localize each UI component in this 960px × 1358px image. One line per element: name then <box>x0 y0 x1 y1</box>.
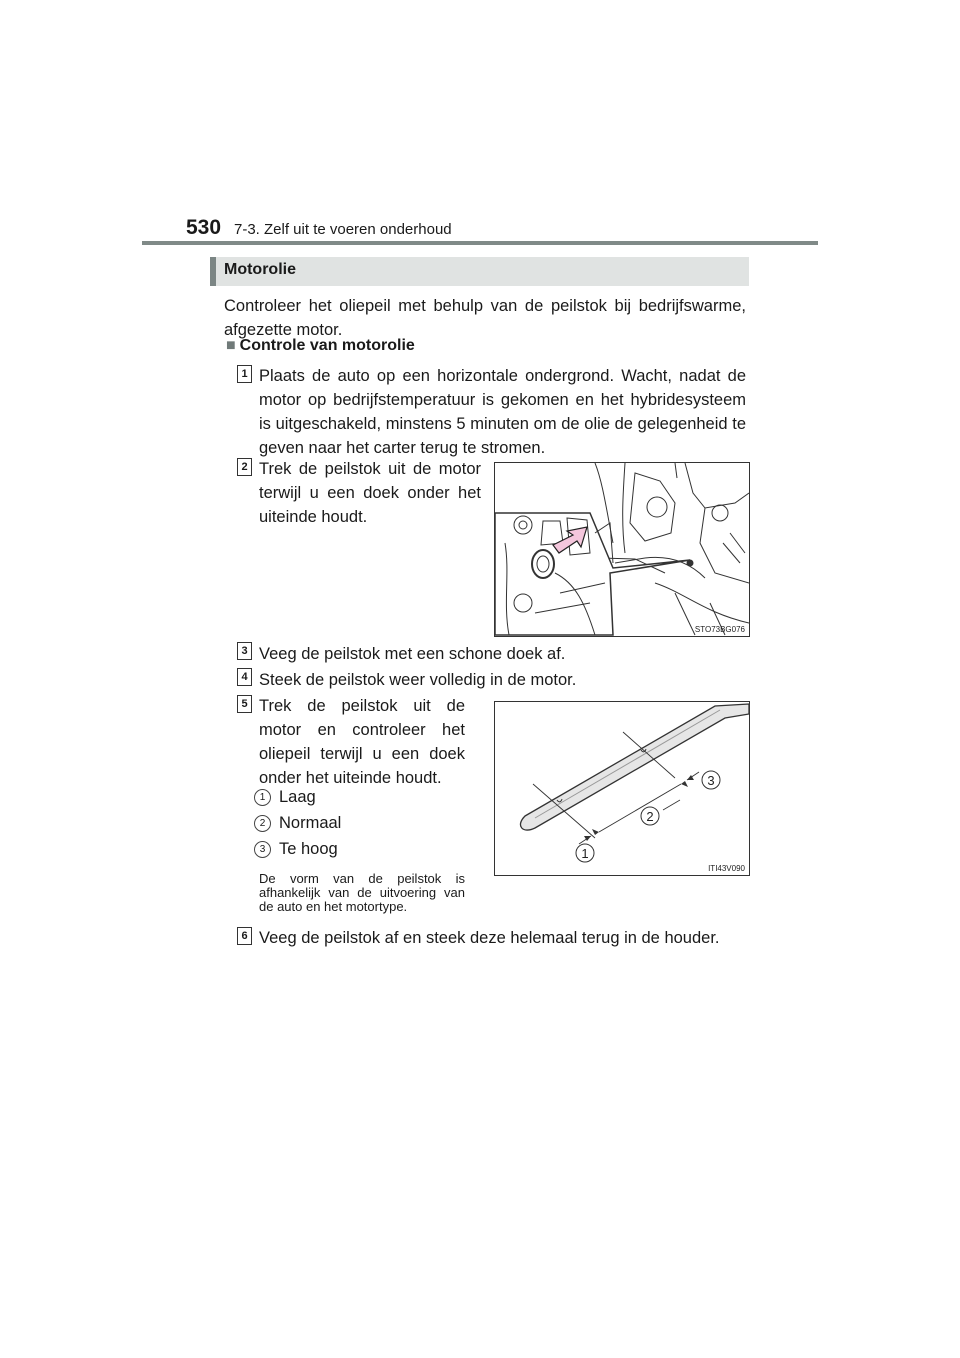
legend-number-2: 2 <box>254 815 271 832</box>
step-6-text: Veeg de peilstok af en steek deze helemaal terug in de houder. <box>259 929 720 947</box>
legend-label-too-high: Te hoog <box>279 840 338 858</box>
subsection-title: Controle van motorolie <box>239 337 415 354</box>
step-4-text: Steek de peilstok weer volledig in de motor. <box>259 671 577 689</box>
subsection-heading <box>226 337 415 355</box>
callout-low-label: 1 <box>581 846 589 861</box>
section-heading-accent <box>210 257 216 286</box>
step-1-text: Plaats de auto op een horizontale ondergrond. Wacht, nadat de motor op bedrijfstemperatuur is gekomen en het hybridesysteem is uitgeschakeld, minstens 5 minuten om de olie de gelegenheid te geven naar het carter terug te stromen. <box>259 367 746 457</box>
step-number-3: 3 <box>237 642 252 660</box>
engine-bay-drawing <box>495 463 749 636</box>
header-divider <box>142 241 818 245</box>
step-number-6: 6 <box>237 927 252 945</box>
legend-label-low: Laag <box>279 788 316 806</box>
square-bullet-icon: ■ <box>226 337 236 354</box>
step-number-5: 5 <box>237 695 252 713</box>
chapter-title: 7-3. Zelf uit te voeren onderhoud <box>234 221 452 238</box>
step-3-text: Veeg de peilstok met een schone doek af. <box>259 645 566 663</box>
figure-code-dipstick: ITI43V090 <box>708 864 745 873</box>
section-heading-bar <box>210 257 749 286</box>
callout-normal-label: 2 <box>646 809 654 824</box>
step-number-2: 2 <box>237 458 252 476</box>
section-intro: Controleer het oliepeil met behulp van de peilstok bij bedrijfswarme, afgezette motor. <box>224 297 746 339</box>
section-title: Motorolie <box>224 261 296 278</box>
step-2-text: Trek de peilstok uit de motor terwijl u een doek onder het uiteinde houdt. <box>259 460 481 526</box>
figure-code-engine: STO73BG076 <box>694 625 745 634</box>
legend-label-normal: Normaal <box>279 814 342 832</box>
legend-number-1: 1 <box>254 789 271 806</box>
dipstick-shape-note: De vorm van de peilstok is afhankelijk van de uitvoering van de auto en het motortype. <box>259 871 465 914</box>
dipstick-level-illustration <box>494 701 750 876</box>
step-5-text: Trek de peilstok uit de motor en controleer het oliepeil terwijl u een doek onder het uiteinde houdt. <box>259 697 465 787</box>
engine-dipstick-illustration <box>494 462 750 637</box>
callout-high-label: 3 <box>707 773 715 788</box>
page-number: 530 <box>186 216 222 239</box>
step-number-1: 1 <box>237 365 252 383</box>
dipstick-drawing <box>495 702 749 875</box>
legend-number-3: 3 <box>254 841 271 858</box>
step-number-4: 4 <box>237 668 252 686</box>
